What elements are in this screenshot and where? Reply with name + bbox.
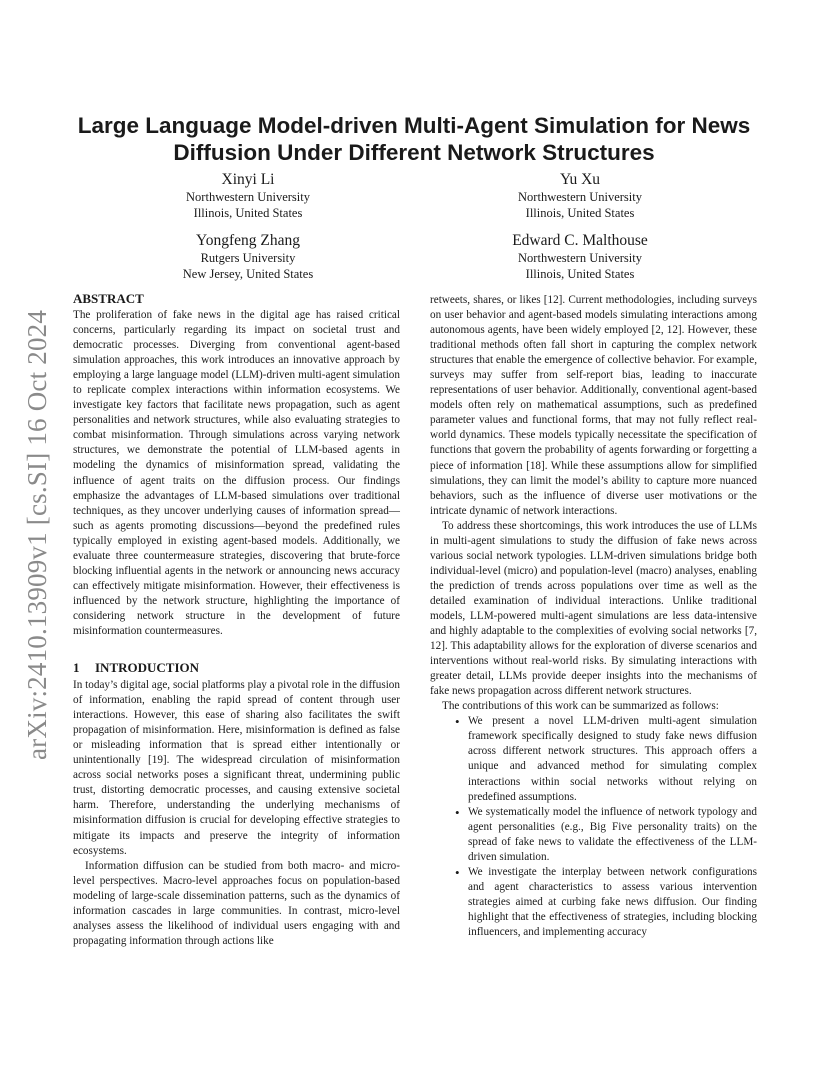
author-location: Illinois, United States (525, 267, 635, 281)
list-item: • We investigate the interplay between network configurations and agent characteristics to assess various intervention strategies aimed at curbing fake news diffusion. Our finding highlight that the effectiveness of strategies, including blocking influencers, and implementing accuracy (430, 865, 757, 940)
section-number: 1 (73, 660, 80, 676)
author-name: Yu Xu (559, 171, 601, 188)
author-affiliation: Rutgers University (200, 251, 296, 265)
author-location: Illinois, United States (525, 206, 635, 220)
abstract-heading: ABSTRACT (73, 291, 144, 306)
author-name: Edward C. Malthouse (512, 232, 648, 249)
author-name: Yongfeng Zhang (196, 232, 300, 249)
author-affiliation: Northwestern University (186, 190, 310, 204)
author-block (118, 170, 378, 221)
arxiv-identifier: arXiv:2410.13909v1 [cs.SI] 16 Oct 2024 (22, 309, 52, 760)
author-affiliation: Northwestern University (518, 190, 642, 204)
intro-paragraph-2-continued: retweets, shares, or likes [12]. Current methodologies, including surveys on user behavior and agent-based models simulating interactions among autonomous agents, have been widely employed [2, 12]. However, these traditional methods often fall short in capturing the complex network structures that enable the emergence of collective behavior. For example, surveys may suffer from self-report bias, leading to inaccurate representations of user behavior. Additionally, conventional agent-based models often rely on mathematical assumptions, such as predefined parameter values and functional forms, that may not fully reflect real-world dynamics. These models typically necessitate the specification of functions that govern the probability of agents forwarding or forgetting a piece of information [18]. While these assumptions allow for simplified simulations, they can limit the model’s ability to capture more nuanced behaviors, such as the influence of diverse user motivations or the intricate dynamic of network interactions. (430, 294, 757, 517)
right-column (430, 293, 757, 940)
intro-paragraph-1: In today’s digital age, social platforms play a pivotal role in the diffusion of information, enabling the rapid spread of content through user interactions. However, this ease of sharing also facilitates the swift propagation of misinformation. Here, misinformation is defined as false or misleading information that is spread either intentionally or unintentionally [19]. The widespread circulation of misinformation across social networks poses a significant threat, undermining public trust, distorting democratic processes, and causing extensive societal harm. Therefore, understanding the underlying mechanisms of misinformation diffusion is crucial for developing effective strategies to mitigate its impacts and preserve the integrity of information ecosystems. (73, 679, 400, 857)
author-location: New Jersey, United States (182, 267, 314, 281)
abstract-text: The proliferation of fake news in the digital age has raised critical concerns, particularly regarding its impact on societal trust and democratic processes. Diverging from conventional agent-based simulation approaches, this work introduces an innovative approach by employing a large language model (LLM)-driven multi-agent simulation to replicate complex interactions within information ecosystems. We investigate key factors that facilitate news propagation, such as agent personalities and network structures, while also evaluating strategies to combat misinformation. Through simulations across varying network structures, we demonstrate the potential of LLM-based agents in modeling the dynamics of misinformation spread, validating the influence of agent traits on the diffusion process. Our findings emphasize the advantages of LLM-based simulations over traditional techniques, as they uncover underlying causes of information spread—such as agents promoting discussions—beyond the predefined rules typically employed in existing agent-based models. Additionally, we evaluate three countermeasure strategies, discovering that brute-force blocking influential agents in the network or announcing news accuracy can effectively mitigate misinformation. However, their effectiveness is influenced by the network structure, highlighting the importance of considering network structure in the development of future misinformation countermeasures. (73, 309, 400, 637)
section-title: INTRODUCTION (95, 660, 200, 676)
paper-title: Large Language Model-driven Multi-Agent Simulation for News Diffusion Under Different Network Structures (77, 113, 751, 165)
left-column (73, 291, 400, 949)
author-block (450, 231, 710, 282)
intro-paragraph-4: The contributions of this work can be summarized as follows: (442, 700, 719, 713)
author-block (450, 170, 710, 221)
introduction-heading (73, 660, 400, 676)
author-location: Illinois, United States (193, 206, 303, 220)
list-item: • We systematically model the influence of network typology and agent personalities (e.g., Big Five personality traits) on the spread of fake news to validate the effectiveness of the LLM-driven simulation. (430, 805, 757, 865)
list-item: • We present a novel LLM-driven multi-agent simulation framework specifically designed to study fake news diffusion across different network structures. This approach offers a unique and advanced method for simulating complex interactions within social networks without relying on predefined assumptions. (430, 714, 757, 804)
intro-paragraph-3: To address these shortcomings, this work introduces the use of LLMs in multi-agent simulations to study the diffusion of fake news across various social network typologies. LLM-driven simulations bridge both individual-level (micro) and population-level (macro) analyses, enabling the prediction of trends across populations over time as well as the detailed examination of individual interactions. Unlike traditional models, LLM-powered multi-agent simulations are less data-intensive and highly adaptable to the complexities of evolving social networks [7, 12]. This adaptability allows for the exploration of diverse scenarios and interventions without real-world risks. By simulating interactions with greater detail, LLMs provide deeper insights into the mechanisms of fake news propagation across different network structures. (430, 519, 757, 698)
author-block (118, 231, 378, 282)
author-affiliation: Northwestern University (518, 251, 642, 265)
intro-paragraph-2: Information diffusion can be studied from both macro- and micro-level perspectives. Macro-level approaches focus on population-based modeling of large-scale dissemination patterns, such as the dynamics of information cascades in large communities. In contrast, micro-level analyses assess the likelihood of individual users engaging with and propagating information through actions like (73, 859, 400, 947)
author-name: Xinyi Li (221, 171, 275, 188)
contributions-list (430, 714, 757, 940)
